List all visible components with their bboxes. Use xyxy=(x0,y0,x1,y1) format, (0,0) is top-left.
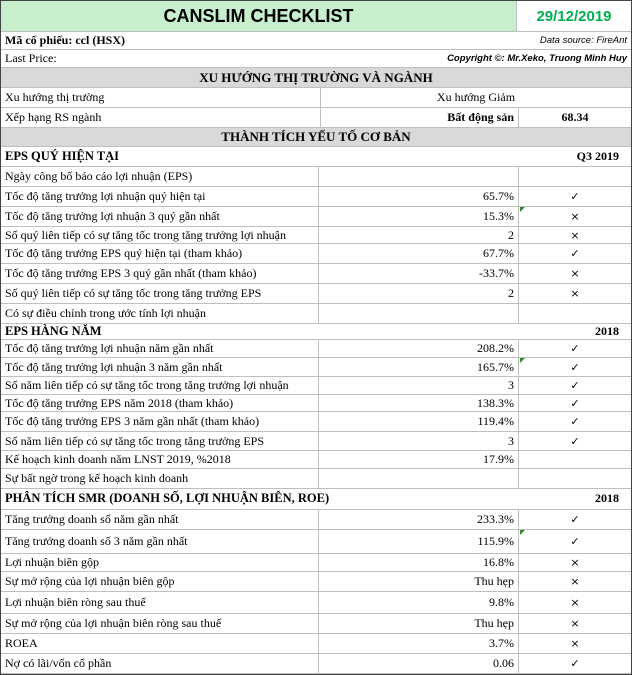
status-mark-icon: ✓ xyxy=(570,513,580,526)
row-label: Tốc độ tăng trưởng lợi nhuận 3 năm gần nhất xyxy=(1,358,319,376)
table-row xyxy=(1,634,631,654)
status-mark-icon: ✓ xyxy=(570,434,580,448)
row-label: Tốc độ tăng trưởng EPS năm 2018 (tham khảo) xyxy=(1,395,319,411)
row-value: 3 xyxy=(319,432,519,450)
table-row xyxy=(1,510,631,530)
comment-marker-icon xyxy=(520,530,525,535)
market-trend-row xyxy=(1,88,631,108)
status-mark-icon: ✓ xyxy=(570,342,580,355)
table-row xyxy=(1,227,631,244)
row-value xyxy=(319,304,519,323)
section-title: EPS QUÝ HIỆN TẠI xyxy=(5,149,120,163)
table-row xyxy=(1,432,631,451)
fundamentals-band: THÀNH TÍCH YẾU TỐ CƠ BẢN xyxy=(1,128,631,146)
row-label: Số năm liên tiếp có sự tăng tốc trong tăng trưởng lợi nhuận xyxy=(1,377,319,394)
row-label: Tốc độ tăng trưởng EPS quý hiện tại (tham khảo) xyxy=(1,244,319,263)
row-label: Sự bất ngờ trong kế hoạch kinh doanh xyxy=(1,469,319,488)
status-mark-icon: × xyxy=(570,228,580,242)
row-label: Tốc độ tăng trưởng lợi nhuận 3 quý gần nhất xyxy=(1,207,319,226)
table-row xyxy=(1,284,631,304)
section-period: 2018 xyxy=(595,324,619,338)
row-label: Có sự điều chỉnh trong ước tính lợi nhuận xyxy=(1,304,319,323)
table-row xyxy=(1,654,631,674)
row-value: 65.7% xyxy=(319,187,519,206)
status-mark-icon xyxy=(519,451,631,468)
row-label: Tốc độ tăng trưởng lợi nhuận năm gần nhất xyxy=(1,340,319,357)
title-row xyxy=(1,1,631,32)
row-value: 0.06 xyxy=(319,654,519,673)
report-date: 29/12/2019 xyxy=(536,7,612,25)
row-value: 17.9% xyxy=(319,451,519,468)
row-value: 3 xyxy=(319,377,519,394)
comment-marker-icon xyxy=(520,358,525,363)
row-label: Số quý liên tiếp có sự tăng tốc trong tăng trưởng EPS xyxy=(1,284,319,303)
last-price-row xyxy=(1,50,631,68)
data-source: Data source: FireAnt xyxy=(539,35,627,46)
row-value: 138.3% xyxy=(319,395,519,411)
comment-marker-icon xyxy=(520,207,525,212)
copyright-note: Copyright ©: Mr.Xeko, Truong Minh Huy xyxy=(447,53,627,64)
eps-annual-header xyxy=(1,324,631,340)
status-mark-icon xyxy=(519,167,631,186)
table-row xyxy=(1,358,631,377)
row-label: Số năm liên tiếp có sự tăng tốc trong tăng trưởng EPS xyxy=(1,432,319,450)
table-row xyxy=(1,167,631,187)
row-value: 233.3% xyxy=(319,510,519,529)
row-label: Lợi nhuận biên ròng sau thuế xyxy=(1,592,319,613)
table-row xyxy=(1,377,631,395)
row-label: Tăng trưởng doanh số 3 năm gần nhất xyxy=(1,530,319,553)
fundamentals-band-row xyxy=(1,128,631,147)
status-mark-icon: ✓ xyxy=(570,379,580,392)
row-value: Thu hẹp xyxy=(319,614,519,633)
eps-current-header xyxy=(1,147,631,167)
sheet-title: CANSLIM CHECKLIST xyxy=(1,1,517,31)
row-label: Sự mở rộng của lợi nhuận biên gộp xyxy=(1,572,319,591)
section-period: 2018 xyxy=(595,491,619,505)
rs-industry: Bất động sản xyxy=(321,108,519,127)
row-value xyxy=(319,167,519,186)
rs-rating-label: Xếp hạng RS ngành xyxy=(1,108,321,127)
row-label: Sự mở rộng của lợi nhuận biên ròng sau thuế xyxy=(1,614,319,633)
row-label: ROEA xyxy=(1,634,319,653)
row-label: Kế hoạch kinh doanh năm LNST 2019, %2018 xyxy=(1,451,319,468)
table-row xyxy=(1,451,631,469)
row-value: 119.4% xyxy=(319,412,519,431)
table-row xyxy=(1,592,631,614)
status-mark-icon: ✓ xyxy=(570,415,580,428)
status-mark-icon: × xyxy=(570,575,580,588)
status-mark-icon: × xyxy=(570,637,580,650)
status-mark-icon: × xyxy=(570,596,580,609)
status-mark-icon: × xyxy=(570,210,580,223)
table-row xyxy=(1,304,631,324)
row-value: 165.7% xyxy=(319,358,519,376)
rs-value: 68.34 xyxy=(561,110,589,124)
table-row xyxy=(1,340,631,358)
table-row xyxy=(1,469,631,489)
row-value: 208.2% xyxy=(319,340,519,357)
status-mark-icon: × xyxy=(570,287,580,300)
table-row xyxy=(1,412,631,432)
row-label: Tốc độ tăng trưởng EPS 3 quý gần nhất (tham khảo) xyxy=(1,264,319,283)
section-title: PHÂN TÍCH SMR (DOANH SỐ, LỢI NHUẬN BIÊN, ROE) xyxy=(5,491,330,505)
row-label: Tốc độ tăng trưởng lợi nhuận quý hiện tại xyxy=(1,187,319,206)
row-value: 67.7% xyxy=(319,244,519,263)
market-band-row xyxy=(1,68,631,88)
status-mark-icon: ✓ xyxy=(570,360,580,374)
table-row xyxy=(1,530,631,554)
row-value: 9.8% xyxy=(319,592,519,613)
table-row xyxy=(1,264,631,284)
status-mark-icon: ✓ xyxy=(570,657,580,670)
table-row xyxy=(1,207,631,227)
smr-header xyxy=(1,488,631,510)
last-price-label: Last Price: xyxy=(5,51,57,65)
table-row xyxy=(1,244,631,264)
row-value: 2 xyxy=(319,284,519,303)
status-mark-icon: ✓ xyxy=(570,396,580,410)
row-value: 115.9% xyxy=(319,530,519,553)
table-row xyxy=(1,554,631,572)
table-row xyxy=(1,395,631,412)
row-value: -33.7% xyxy=(319,264,519,283)
table-row xyxy=(1,572,631,592)
status-mark-icon: ✓ xyxy=(570,247,580,260)
section-period: Q3 2019 xyxy=(576,149,619,163)
market-trend-value: Xu hướng Giảm xyxy=(436,90,516,104)
row-value: Thu hẹp xyxy=(319,572,519,591)
status-mark-icon: ✓ xyxy=(570,190,580,203)
row-value: 15.3% xyxy=(319,207,519,226)
ticker-row xyxy=(1,32,631,50)
ticker-label: Mã cổ phiếu: ccl (HSX) xyxy=(5,33,125,47)
row-value: 2 xyxy=(319,227,519,243)
row-label: Nợ có lãi/vốn cổ phần xyxy=(1,654,319,673)
rs-rating-row xyxy=(1,108,631,128)
market-band: XU HƯỚNG THỊ TRƯỜNG VÀ NGÀNH xyxy=(1,68,631,87)
status-mark-icon: × xyxy=(570,267,580,280)
status-mark-icon xyxy=(519,469,631,488)
section-title: EPS HÀNG NĂM xyxy=(5,324,102,338)
row-label: Số quý liên tiếp có sự tăng tốc trong tăng trưởng lợi nhuận xyxy=(1,227,319,243)
row-label: Tốc độ tăng trưởng EPS 3 năm gần nhất (tham khảo) xyxy=(1,412,319,431)
status-mark-icon: × xyxy=(570,617,580,630)
status-mark-icon: ✓ xyxy=(570,535,580,548)
market-trend-label: Xu hướng thị trường xyxy=(1,88,321,107)
table-row xyxy=(1,187,631,207)
row-label: Ngày công bố báo cáo lợi nhuận (EPS) xyxy=(1,167,319,186)
status-mark-icon xyxy=(519,304,631,323)
row-value: 3.7% xyxy=(319,634,519,653)
row-label: Tăng trưởng doanh số năm gần nhất xyxy=(1,510,319,529)
table-row xyxy=(1,614,631,634)
row-value xyxy=(319,469,519,488)
row-label: Lợi nhuận biên gộp xyxy=(1,554,319,571)
status-mark-icon: × xyxy=(570,556,580,569)
row-value: 16.8% xyxy=(319,554,519,571)
